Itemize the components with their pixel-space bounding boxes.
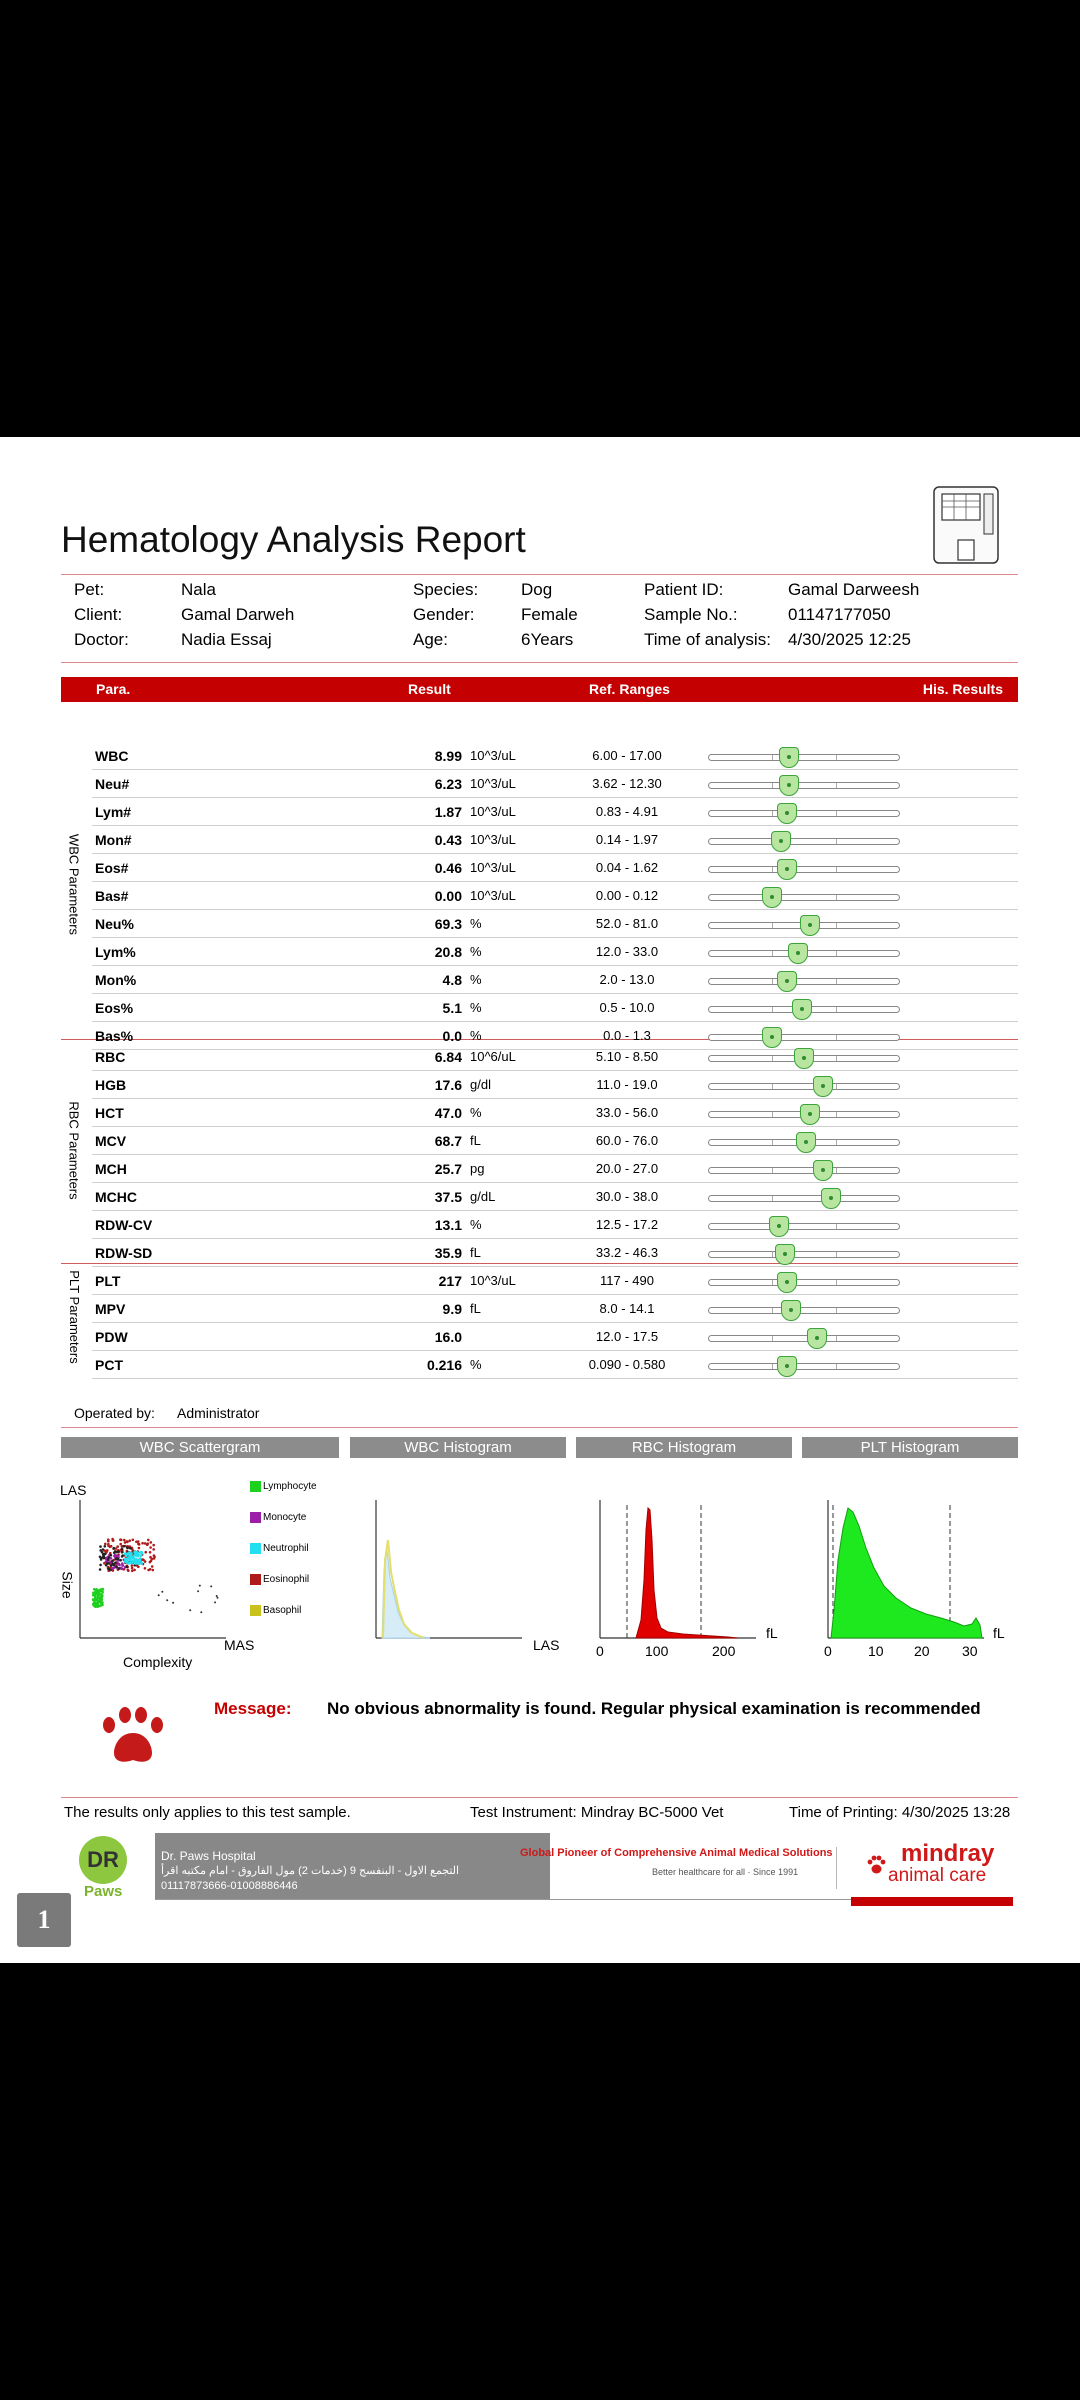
table-row bbox=[92, 1267, 1018, 1295]
param-unit: 10^3/uL bbox=[470, 888, 516, 903]
mindray-paw-icon bbox=[866, 1855, 886, 1875]
range-tick bbox=[836, 1112, 837, 1117]
header-ref: Ref. Ranges bbox=[589, 681, 670, 697]
report-title: Hematology Analysis Report bbox=[61, 519, 526, 560]
band-wedge bbox=[530, 1833, 560, 1900]
table-row bbox=[92, 1323, 1018, 1351]
param-unit: % bbox=[470, 1105, 482, 1120]
param-result: 16.0 bbox=[434, 1329, 462, 1345]
scatter-y-axis-label: Size bbox=[59, 1571, 76, 1599]
range-slider bbox=[708, 1055, 900, 1062]
header-result: Result bbox=[408, 681, 451, 697]
range-tick bbox=[772, 979, 773, 984]
range-marker-icon bbox=[762, 887, 782, 908]
param-ref-range: 0.090 - 0.580 bbox=[588, 1357, 666, 1372]
age-value: 6Years bbox=[521, 630, 574, 649]
range-tick bbox=[772, 1196, 773, 1201]
param-name: WBC bbox=[95, 748, 129, 764]
range-marker-icon bbox=[813, 1160, 833, 1181]
table-row bbox=[92, 938, 1018, 966]
range-slider bbox=[708, 978, 900, 985]
legend-item bbox=[263, 1574, 309, 1585]
plt-unit: fL bbox=[993, 1625, 1005, 1641]
param-name: Neu% bbox=[95, 916, 134, 932]
param-ref-range: 52.0 - 81.0 bbox=[595, 916, 659, 931]
table-row bbox=[92, 1351, 1018, 1379]
range-tick bbox=[836, 1035, 837, 1040]
range-slider bbox=[708, 1034, 900, 1041]
range-marker-icon bbox=[788, 943, 808, 964]
range-tick bbox=[836, 1336, 837, 1341]
param-unit: 10^3/uL bbox=[470, 832, 516, 847]
rbc-tick: 0 bbox=[596, 1643, 604, 1659]
table-row bbox=[92, 1127, 1018, 1155]
range-tick bbox=[772, 1336, 773, 1341]
table-row bbox=[92, 770, 1018, 798]
param-unit: % bbox=[470, 972, 482, 987]
param-result: 0.0 bbox=[442, 1028, 462, 1044]
range-slider bbox=[708, 1111, 900, 1118]
header-para: Para. bbox=[96, 681, 131, 697]
legend-swatch bbox=[250, 1543, 261, 1554]
table-row bbox=[92, 798, 1018, 826]
param-ref-range: 0.0 - 1.3 bbox=[603, 1028, 651, 1043]
range-tick bbox=[772, 755, 773, 760]
panel-head-wbc-hist: WBC Histogram bbox=[350, 1437, 566, 1458]
param-unit: 10^3/uL bbox=[470, 804, 516, 819]
divider bbox=[836, 1847, 837, 1889]
legend-label: Lymphocyte bbox=[263, 1481, 317, 1492]
range-marker-icon bbox=[771, 831, 791, 852]
param-ref-range: 60.0 - 76.0 bbox=[595, 1133, 659, 1148]
param-ref-range: 6.00 - 17.00 bbox=[592, 748, 662, 763]
param-name: Mon# bbox=[95, 832, 132, 848]
param-result: 35.9 bbox=[434, 1245, 462, 1261]
param-name: MCHC bbox=[95, 1189, 137, 1205]
message-label: Message: bbox=[214, 1699, 292, 1718]
param-name: Mon% bbox=[95, 972, 137, 988]
param-result: 69.3 bbox=[434, 916, 462, 932]
param-unit: 10^3/uL bbox=[470, 776, 516, 791]
param-ref-range: 33.2 - 46.3 bbox=[595, 1245, 659, 1260]
param-name: HGB bbox=[95, 1077, 127, 1093]
analysis-time-label: Time of analysis: bbox=[644, 630, 771, 649]
hospital-address: التجمع الاول - البنفسج 9 (خدمات 2) مول الفاروق - امام مكتبه اقرأ bbox=[161, 1865, 460, 1877]
range-tick bbox=[836, 811, 837, 816]
range-tick bbox=[836, 755, 837, 760]
param-result: 0.43 bbox=[434, 832, 462, 848]
param-result: 47.0 bbox=[434, 1105, 462, 1121]
range-slider bbox=[708, 1335, 900, 1342]
param-ref-range: 8.0 - 14.1 bbox=[599, 1301, 655, 1316]
range-tick bbox=[772, 1280, 773, 1285]
table-row bbox=[92, 1211, 1018, 1239]
table-row bbox=[92, 1043, 1018, 1071]
param-name: MCV bbox=[95, 1133, 127, 1149]
param-ref-range: 20.0 - 27.0 bbox=[595, 1161, 659, 1176]
range-slider bbox=[708, 1223, 900, 1230]
param-result: 68.7 bbox=[434, 1133, 462, 1149]
range-marker-icon bbox=[821, 1188, 841, 1209]
param-ref-range: 0.14 - 1.97 bbox=[595, 832, 659, 847]
range-tick bbox=[836, 1364, 837, 1369]
param-result: 6.84 bbox=[434, 1049, 462, 1065]
footer-printing-time: Time of Printing: 4/30/2025 13:28 bbox=[789, 1804, 1011, 1821]
wbc-scattergram bbox=[78, 1500, 228, 1640]
range-marker-icon bbox=[775, 1244, 795, 1265]
mindray-sub-tagline: Better healthcare for all · Since 1991 bbox=[652, 1867, 799, 1877]
group-label-plt: PLT Parameters bbox=[67, 1270, 82, 1364]
table-row bbox=[92, 1099, 1018, 1127]
divider bbox=[61, 1797, 1018, 1798]
footer-red-bar bbox=[851, 1897, 1013, 1906]
param-name: Eos# bbox=[95, 860, 129, 876]
range-tick bbox=[836, 1084, 837, 1089]
param-result: 4.8 bbox=[442, 972, 462, 988]
param-ref-range: 2.0 - 13.0 bbox=[599, 972, 655, 987]
range-tick bbox=[836, 1252, 837, 1257]
range-tick bbox=[772, 1140, 773, 1145]
range-tick bbox=[836, 1007, 837, 1012]
param-unit: % bbox=[470, 1357, 482, 1372]
scatter-x-axis-label: Complexity bbox=[123, 1654, 193, 1670]
sample-value: 01147177050 bbox=[788, 605, 891, 624]
param-unit: 10^3/uL bbox=[470, 860, 516, 875]
range-tick bbox=[836, 1224, 837, 1229]
range-marker-icon bbox=[769, 1216, 789, 1237]
param-name: Bas% bbox=[95, 1028, 134, 1044]
param-name: MCH bbox=[95, 1161, 127, 1177]
param-result: 5.1 bbox=[442, 1000, 462, 1016]
param-name: MPV bbox=[95, 1301, 126, 1317]
panel-head-rbc-hist: RBC Histogram bbox=[576, 1437, 792, 1458]
species-label: Species: bbox=[413, 580, 479, 599]
range-tick bbox=[836, 1056, 837, 1061]
plt-tick: 10 bbox=[868, 1643, 884, 1659]
plt-histogram bbox=[826, 1500, 986, 1640]
hospital-name: Dr. Paws Hospital bbox=[161, 1849, 256, 1863]
patient-id-value: Gamal Darweesh bbox=[788, 580, 920, 599]
table-row bbox=[92, 1071, 1018, 1099]
table-row bbox=[92, 1295, 1018, 1323]
range-tick bbox=[772, 1007, 773, 1012]
param-name: RDW-CV bbox=[95, 1217, 153, 1233]
param-name: Lym% bbox=[95, 944, 136, 960]
footer-instrument: Test Instrument: Mindray BC-5000 Vet bbox=[470, 1804, 724, 1821]
param-unit: pg bbox=[470, 1161, 485, 1176]
param-unit: 10^6/uL bbox=[470, 1049, 516, 1064]
param-ref-range: 12.0 - 33.0 bbox=[595, 944, 659, 959]
legend-swatch bbox=[250, 1481, 261, 1492]
param-unit: % bbox=[470, 1028, 482, 1043]
age-label: Age: bbox=[413, 630, 448, 649]
range-slider bbox=[708, 894, 900, 901]
table-row bbox=[92, 826, 1018, 854]
range-marker-icon bbox=[800, 1104, 820, 1125]
table-row bbox=[92, 1239, 1018, 1267]
table-row bbox=[92, 994, 1018, 1022]
client-value: Gamal Darweh bbox=[181, 605, 295, 624]
plt-tick: 0 bbox=[824, 1643, 832, 1659]
range-slider bbox=[708, 922, 900, 929]
range-marker-icon bbox=[777, 1356, 797, 1377]
param-result: 25.7 bbox=[434, 1161, 462, 1177]
param-result: 9.9 bbox=[442, 1301, 462, 1317]
table-row bbox=[92, 966, 1018, 994]
table-header bbox=[61, 677, 1018, 702]
range-slider bbox=[708, 754, 900, 761]
logo-dr-text: DR bbox=[87, 1847, 119, 1872]
param-ref-range: 0.04 - 1.62 bbox=[595, 860, 659, 875]
range-tick bbox=[836, 783, 837, 788]
legend-item bbox=[263, 1543, 309, 1554]
range-slider bbox=[708, 782, 900, 789]
range-slider bbox=[708, 866, 900, 873]
scatter-y-top-label: LAS bbox=[60, 1482, 87, 1498]
param-ref-range: 11.0 - 19.0 bbox=[596, 1077, 658, 1092]
analysis-time-value: 4/30/2025 12:25 bbox=[788, 630, 911, 649]
range-tick bbox=[772, 811, 773, 816]
range-tick bbox=[772, 951, 773, 956]
param-unit: 10^3/uL bbox=[470, 1273, 516, 1288]
report-page bbox=[0, 437, 1080, 1963]
range-tick bbox=[836, 1168, 837, 1173]
range-tick bbox=[772, 923, 773, 928]
param-result: 1.87 bbox=[434, 804, 462, 820]
range-slider bbox=[708, 1279, 900, 1286]
range-tick bbox=[772, 1084, 773, 1089]
param-ref-range: 0.5 - 10.0 bbox=[599, 1000, 655, 1015]
range-tick bbox=[836, 867, 837, 872]
param-name: Eos% bbox=[95, 1000, 134, 1016]
param-result: 0.216 bbox=[426, 1357, 462, 1373]
range-tick bbox=[836, 839, 837, 844]
legend-label: Neutrophil bbox=[263, 1543, 309, 1554]
range-marker-icon bbox=[796, 1132, 816, 1153]
param-ref-range: 12.5 - 17.2 bbox=[595, 1217, 659, 1232]
legend-item bbox=[263, 1605, 301, 1616]
doctor-label: Doctor: bbox=[74, 630, 129, 649]
param-unit: % bbox=[470, 1217, 482, 1232]
operator-label: Operated by: bbox=[74, 1405, 155, 1421]
hospital-phones: 01117873666-01008886446 bbox=[161, 1880, 298, 1892]
logo-paws-text: Paws bbox=[84, 1883, 123, 1900]
range-tick bbox=[772, 1112, 773, 1117]
param-unit: g/dL bbox=[470, 1189, 496, 1204]
panel-head-plt-hist: PLT Histogram bbox=[802, 1437, 1018, 1458]
range-marker-icon bbox=[777, 803, 797, 824]
legend-swatch bbox=[250, 1512, 261, 1523]
analyzer-icon bbox=[930, 485, 1002, 565]
param-result: 0.00 bbox=[434, 888, 462, 904]
mindray-brand-sub: animal care bbox=[888, 1865, 987, 1886]
table-row bbox=[92, 1155, 1018, 1183]
range-marker-icon bbox=[792, 999, 812, 1020]
range-tick bbox=[772, 1056, 773, 1061]
range-marker-icon bbox=[777, 971, 797, 992]
param-unit: fL bbox=[470, 1301, 481, 1316]
param-name: RDW-SD bbox=[95, 1245, 153, 1261]
range-marker-icon bbox=[800, 915, 820, 936]
rbc-histogram bbox=[598, 1500, 758, 1640]
rbc-unit: fL bbox=[766, 1625, 778, 1641]
operator-value: Administrator bbox=[177, 1405, 260, 1421]
table-row bbox=[92, 1183, 1018, 1211]
param-ref-range: 33.0 - 56.0 bbox=[595, 1105, 659, 1120]
scatter-x-right-label: MAS bbox=[224, 1637, 255, 1653]
plt-tick: 30 bbox=[962, 1643, 978, 1659]
range-tick bbox=[836, 1308, 837, 1313]
param-unit: 10^3/uL bbox=[470, 748, 516, 763]
plt-tick: 20 bbox=[914, 1643, 930, 1659]
gender-label: Gender: bbox=[413, 605, 475, 624]
param-ref-range: 12.0 - 17.5 bbox=[595, 1329, 659, 1344]
wbc-histogram bbox=[374, 1500, 524, 1640]
range-tick bbox=[836, 1140, 837, 1145]
range-marker-icon bbox=[794, 1048, 814, 1069]
range-slider bbox=[708, 1083, 900, 1090]
param-name: PDW bbox=[95, 1329, 128, 1345]
range-marker-icon bbox=[781, 1300, 801, 1321]
legend-item bbox=[263, 1512, 306, 1523]
rbc-tick: 200 bbox=[712, 1643, 736, 1659]
param-ref-range: 5.10 - 8.50 bbox=[595, 1049, 659, 1064]
param-unit: g/dl bbox=[470, 1077, 491, 1092]
param-name: Lym# bbox=[95, 804, 132, 820]
range-marker-icon bbox=[779, 747, 799, 768]
table-row bbox=[92, 882, 1018, 910]
header-his: His. Results bbox=[922, 681, 1003, 697]
panel-head-scatter: WBC Scattergram bbox=[61, 1437, 339, 1458]
divider bbox=[61, 574, 1018, 575]
param-ref-range: 0.83 - 4.91 bbox=[595, 804, 659, 819]
range-tick bbox=[772, 783, 773, 788]
range-tick bbox=[772, 1252, 773, 1257]
param-name: PLT bbox=[95, 1273, 121, 1289]
param-unit: % bbox=[470, 916, 482, 931]
param-name: HCT bbox=[95, 1105, 124, 1121]
range-tick bbox=[772, 867, 773, 872]
range-tick bbox=[836, 923, 837, 928]
param-name: PCT bbox=[95, 1357, 123, 1373]
client-label: Client: bbox=[74, 605, 123, 624]
range-slider bbox=[708, 1363, 900, 1370]
param-result: 8.99 bbox=[434, 748, 462, 764]
range-slider bbox=[708, 1195, 900, 1202]
range-tick bbox=[836, 895, 837, 900]
divider bbox=[61, 662, 1018, 663]
param-result: 20.8 bbox=[434, 944, 462, 960]
range-marker-icon bbox=[777, 859, 797, 880]
table-row bbox=[92, 742, 1018, 770]
param-result: 217 bbox=[438, 1273, 462, 1289]
param-result: 13.1 bbox=[434, 1217, 462, 1233]
param-result: 6.23 bbox=[434, 776, 462, 792]
range-slider bbox=[708, 1167, 900, 1174]
param-name: Bas# bbox=[95, 888, 129, 904]
range-slider bbox=[708, 950, 900, 957]
range-slider bbox=[708, 810, 900, 817]
dr-paws-logo bbox=[79, 1836, 127, 1884]
range-tick bbox=[772, 1168, 773, 1173]
group-label-wbc: WBC Parameters bbox=[66, 833, 82, 936]
wbc-hist-x-label: LAS bbox=[533, 1637, 560, 1653]
range-slider bbox=[708, 1307, 900, 1314]
range-marker-icon bbox=[779, 775, 799, 796]
message-text: No obvious abnormality is found. Regular physical examination is recommended bbox=[327, 1699, 981, 1718]
table-row bbox=[92, 854, 1018, 882]
param-result: 37.5 bbox=[434, 1189, 462, 1205]
param-result: 17.6 bbox=[434, 1077, 462, 1093]
divider bbox=[61, 1427, 1018, 1428]
legend-label: Basophil bbox=[263, 1605, 302, 1616]
rbc-tick: 100 bbox=[645, 1643, 669, 1659]
page-number: 1 bbox=[17, 1893, 71, 1947]
legend-label: Monocyte bbox=[263, 1512, 307, 1523]
patient-id-label: Patient ID: bbox=[644, 580, 724, 599]
legend-swatch bbox=[250, 1605, 261, 1616]
range-tick bbox=[836, 951, 837, 956]
param-unit: % bbox=[470, 944, 482, 959]
range-marker-icon bbox=[813, 1076, 833, 1097]
range-tick bbox=[836, 979, 837, 984]
param-ref-range: 117 - 490 bbox=[600, 1273, 654, 1288]
gender-value: Female bbox=[521, 605, 578, 624]
range-slider bbox=[708, 1139, 900, 1146]
pet-label: Pet: bbox=[74, 580, 105, 599]
sample-label: Sample No.: bbox=[644, 605, 738, 624]
param-ref-range: 3.62 - 12.30 bbox=[592, 776, 662, 791]
param-ref-range: 30.0 - 38.0 bbox=[595, 1189, 659, 1204]
mindray-tagline: Global Pioneer of Comprehensive Animal Medical Solutions bbox=[520, 1847, 833, 1859]
range-tick bbox=[772, 1308, 773, 1313]
param-name: Neu# bbox=[95, 776, 130, 792]
range-tick bbox=[772, 1364, 773, 1369]
param-unit: % bbox=[470, 1000, 482, 1015]
range-marker-icon bbox=[807, 1328, 827, 1349]
mindray-brand: mindray bbox=[901, 1840, 995, 1867]
table-row bbox=[92, 910, 1018, 938]
range-tick bbox=[836, 1280, 837, 1285]
legend-swatch bbox=[250, 1574, 261, 1585]
range-slider bbox=[708, 1006, 900, 1013]
param-result: 0.46 bbox=[434, 860, 462, 876]
footer-note: The results only applies to this test sample. bbox=[64, 1804, 351, 1821]
param-ref-range: 0.00 - 0.12 bbox=[595, 888, 659, 903]
param-name: RBC bbox=[95, 1049, 126, 1065]
param-unit: fL bbox=[470, 1133, 481, 1148]
doctor-value: Nadia Essaj bbox=[181, 630, 272, 649]
pet-value: Nala bbox=[181, 580, 216, 599]
paw-icon bbox=[96, 1707, 170, 1767]
legend-label: Eosinophil bbox=[263, 1574, 310, 1585]
footer-rule bbox=[155, 1899, 851, 1900]
group-label-rbc: RBC Parameters bbox=[66, 1101, 82, 1200]
range-marker-icon bbox=[777, 1272, 797, 1293]
range-slider bbox=[708, 1251, 900, 1258]
species-value: Dog bbox=[521, 580, 553, 599]
param-unit: fL bbox=[470, 1245, 481, 1260]
range-slider bbox=[708, 838, 900, 845]
legend-item bbox=[263, 1481, 317, 1492]
